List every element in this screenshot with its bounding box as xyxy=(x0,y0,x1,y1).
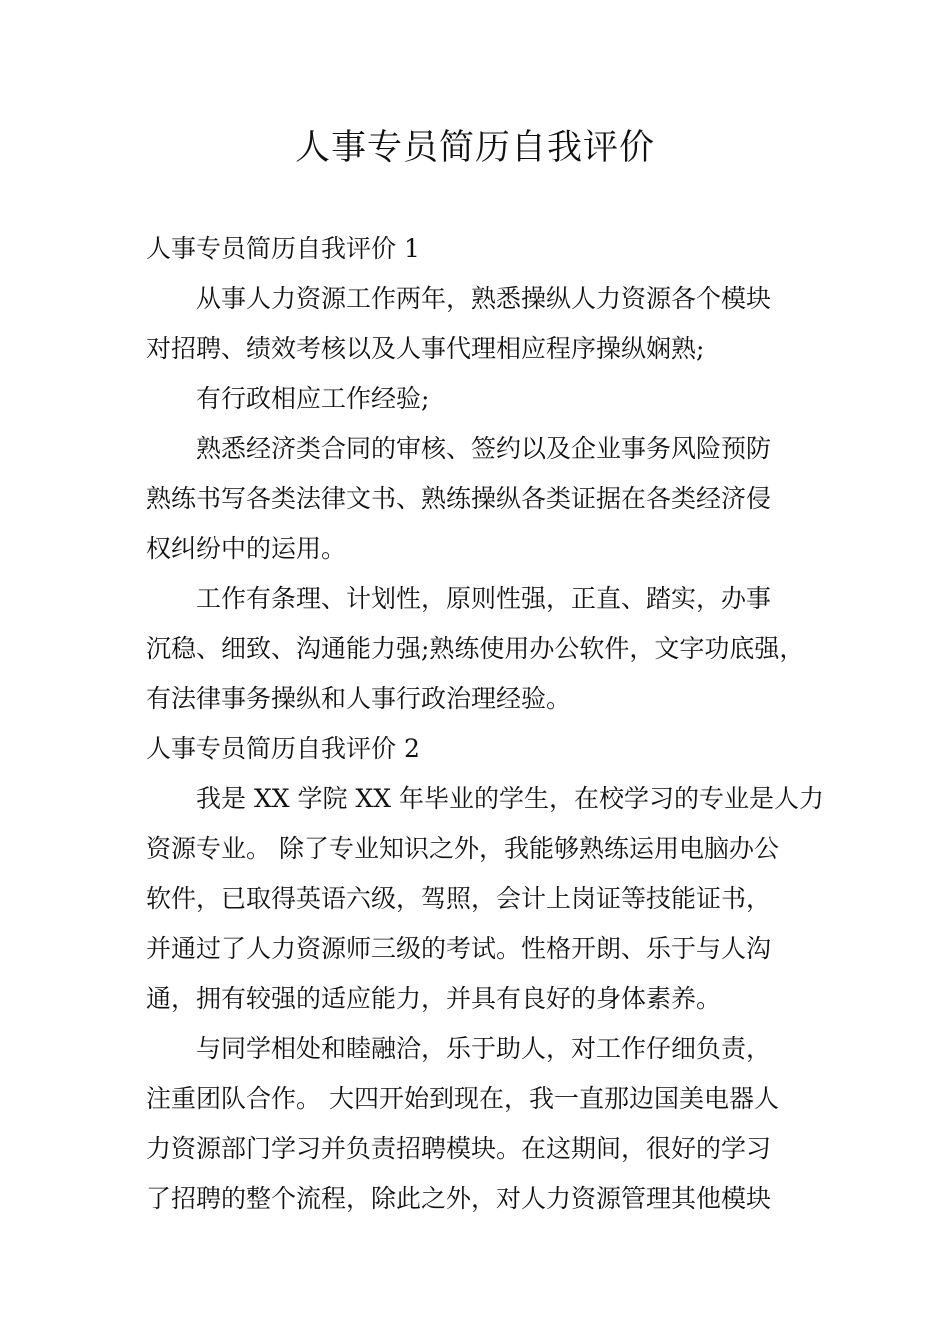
paragraph-line: 资源专业。 除了专业知识之外，我能够熟练运用电脑办公 xyxy=(146,834,779,863)
section-heading-1: 人事专员简历自我评价 1 xyxy=(146,234,420,263)
paragraph-line: 了招聘的整个流程，除此之外，对人力资源管理其他模块 xyxy=(146,1184,772,1213)
paragraph-line: 软件，已取得英语六级，驾照，会计上岗证等技能证书， xyxy=(146,884,772,913)
document-title: 人事专员简历自我评价 xyxy=(294,128,655,168)
paragraph-line: 沉稳、细致、沟通能力强;熟练使用办公软件，文字功底强， xyxy=(146,634,805,663)
paragraph-line: 力资源部门学习并负责招聘模块。在这期间，很好的学习 xyxy=(146,1134,772,1163)
paragraph-line: 权纠纷中的运用。 xyxy=(146,534,347,563)
paragraph-line: 有行政相应工作经验; xyxy=(196,384,430,413)
paragraph-line: 熟悉经济类合同的审核、签约以及企业事务风险预防 xyxy=(196,434,772,463)
section-heading-2: 人事专员简历自我评价 2 xyxy=(146,734,420,763)
paragraph-line: 熟练书写各类法律文书、熟练操纵各类证据在各类经济侵 xyxy=(146,484,772,513)
paragraph-line: 对招聘、绩效考核以及人事代理相应程序操纵娴熟; xyxy=(146,334,705,363)
paragraph-line: 有法律事务操纵和人事行政治理经验。 xyxy=(146,684,572,713)
paragraph-line: 注重团队合作。 大四开始到现在，我一直那边国美电器人 xyxy=(146,1084,779,1113)
paragraph-line: 工作有条理、计划性，原则性强，正直、踏实，办事 xyxy=(196,584,772,613)
paragraph-line: 并通过了人力资源师三级的考试。性格开朗、乐于与人沟 xyxy=(146,934,772,963)
paragraph-line: 我是 XX 学院 XX 年毕业的学生，在校学习的专业是人力 xyxy=(196,784,824,813)
paragraph-line: 通，拥有较强的适应能力，并具有良好的身体素养。 xyxy=(146,984,722,1013)
paragraph-line: 从事人力资源工作两年，熟悉操纵人力资源各个模块 xyxy=(196,284,772,313)
paragraph-line: 与同学相处和睦融洽，乐于助人，对工作仔细负责， xyxy=(196,1034,772,1063)
